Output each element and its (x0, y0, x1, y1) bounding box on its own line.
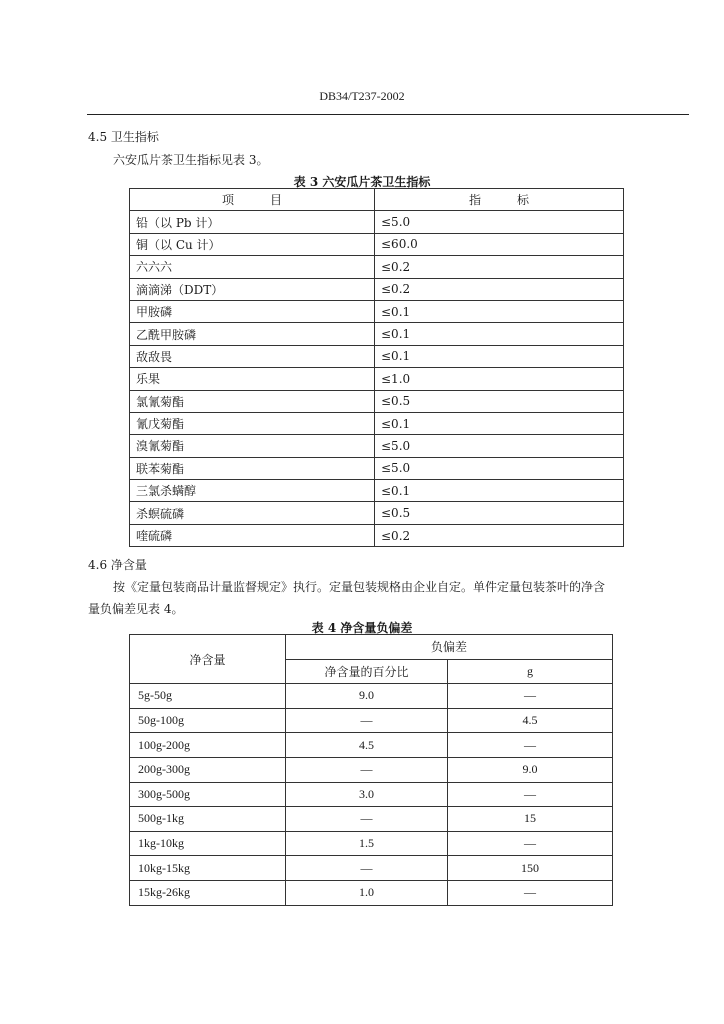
indicator-limit-cell: ≤0.2 (375, 278, 624, 300)
net-content-range-cell: 1kg-10kg (130, 831, 286, 856)
indicator-name-cell: 三氯杀螨醇 (130, 480, 375, 502)
table-row (130, 233, 624, 255)
percent-deviation-cell: — (286, 856, 448, 881)
percent-deviation-cell: 4.5 (286, 733, 448, 758)
indicator-limit-cell: ≤0.1 (375, 480, 624, 502)
gram-deviation-cell: — (448, 684, 613, 709)
indicator-limit-cell: ≤0.2 (375, 256, 624, 278)
indicator-limit-cell: ≤5.0 (375, 435, 624, 457)
table-row (130, 300, 624, 322)
indicator-limit-cell: ≤0.1 (375, 323, 624, 345)
table-row (130, 345, 624, 367)
indicator-name-cell: 铜（以 Cu 计） (130, 233, 375, 255)
table-3-hygiene-indicators (129, 188, 624, 547)
table-row (130, 435, 624, 457)
table-row (130, 502, 624, 524)
net-content-range-cell: 10kg-15kg (130, 856, 286, 881)
table-row (130, 782, 613, 807)
indicator-limit-cell: ≤5.0 (375, 211, 624, 233)
net-content-range-cell: 300g-500g (130, 782, 286, 807)
net-content-range-cell: 50g-100g (130, 708, 286, 733)
gram-deviation-cell: 4.5 (448, 708, 613, 733)
table-row (130, 880, 613, 905)
percent-deviation-cell: 1.5 (286, 831, 448, 856)
table-3-header-row (130, 189, 624, 211)
indicator-limit-cell: ≤60.0 (375, 233, 624, 255)
table-row (130, 211, 624, 233)
indicator-name-cell: 联苯菊酯 (130, 457, 375, 479)
table-4-header-row-1 (130, 635, 613, 660)
table-row (130, 278, 624, 300)
percent-deviation-cell: 1.0 (286, 880, 448, 905)
net-content-range-cell: 500g-1kg (130, 807, 286, 832)
indicator-name-cell: 甲胺磷 (130, 300, 375, 322)
indicator-name-cell: 乙酰甲胺磷 (130, 323, 375, 345)
percent-deviation-cell: — (286, 757, 448, 782)
indicator-limit-cell: ≤0.5 (375, 502, 624, 524)
section-4-6-body-line1: 按《定量包装商品计量监督规定》执行。定量包装规格由企业自定。单件定量包装茶叶的净含 (113, 580, 606, 594)
section-4-6-heading: 4.6 净含量 (88, 558, 147, 572)
table-row (130, 412, 624, 434)
table-row (130, 708, 613, 733)
indicator-name-cell: 滴滴涕（DDT） (130, 278, 375, 300)
percent-deviation-cell: 9.0 (286, 684, 448, 709)
section-4-5-heading: 4.5 卫生指标 (88, 130, 159, 144)
indicator-name-cell: 六六六 (130, 256, 375, 278)
indicator-name-cell: 杀螟硫磷 (130, 502, 375, 524)
gram-deviation-cell: 150 (448, 856, 613, 881)
table-4-header-grams: g (448, 659, 613, 684)
table-row (130, 256, 624, 278)
table-3-header-item: 项目 (130, 189, 375, 211)
indicator-name-cell: 敌敌畏 (130, 345, 375, 367)
table-row (130, 457, 624, 479)
table-3-caption: 表 3 六安瓜片茶卫生指标 (293, 175, 431, 189)
gram-deviation-cell: — (448, 880, 613, 905)
net-content-range-cell: 200g-300g (130, 757, 286, 782)
percent-deviation-cell: 3.0 (286, 782, 448, 807)
indicator-name-cell: 铅（以 Pb 计） (130, 211, 375, 233)
table-3-body (130, 211, 624, 547)
net-content-range-cell: 100g-200g (130, 733, 286, 758)
table-row (130, 524, 624, 546)
table-row (130, 684, 613, 709)
table-4-net-content-tolerance (129, 634, 613, 906)
table-4-header-negative-deviation: 负偏差 (286, 635, 613, 660)
table-row (130, 757, 613, 782)
indicator-name-cell: 氯氰菊酯 (130, 390, 375, 412)
indicator-limit-cell: ≤0.2 (375, 524, 624, 546)
percent-deviation-cell: — (286, 708, 448, 733)
percent-deviation-cell: — (286, 807, 448, 832)
table-row (130, 831, 613, 856)
indicator-limit-cell: ≤0.5 (375, 390, 624, 412)
indicator-limit-cell: ≤5.0 (375, 457, 624, 479)
table-4-caption: 表 4 净含量负偏差 (311, 621, 413, 635)
gram-deviation-cell: 9.0 (448, 757, 613, 782)
net-content-range-cell: 5g-50g (130, 684, 286, 709)
table-row (130, 733, 613, 758)
table-row (130, 323, 624, 345)
header-rule (87, 114, 689, 115)
indicator-name-cell: 乐果 (130, 368, 375, 390)
gram-deviation-cell: 15 (448, 807, 613, 832)
net-content-range-cell: 15kg-26kg (130, 880, 286, 905)
table-row (130, 807, 613, 832)
section-4-6-body-line2: 量负偏差见表 4。 (88, 602, 184, 616)
table-row (130, 856, 613, 881)
indicator-name-cell: 氰戊菊酯 (130, 412, 375, 434)
table-row (130, 390, 624, 412)
indicator-name-cell: 喹硫磷 (130, 524, 375, 546)
table-4-header-net-content: 净含量 (130, 635, 286, 684)
table-4-body (130, 684, 613, 905)
indicator-name-cell: 溴氰菊酯 (130, 435, 375, 457)
gram-deviation-cell: — (448, 782, 613, 807)
indicator-limit-cell: ≤0.1 (375, 412, 624, 434)
gram-deviation-cell: — (448, 733, 613, 758)
indicator-limit-cell: ≤1.0 (375, 368, 624, 390)
table-3-header-value: 指标 (375, 189, 624, 211)
indicator-limit-cell: ≤0.1 (375, 345, 624, 367)
table-4-header-percent: 净含量的百分比 (286, 659, 448, 684)
table-row (130, 368, 624, 390)
document-number: DB34/T237-2002 (319, 89, 405, 103)
gram-deviation-cell: — (448, 831, 613, 856)
table-row (130, 480, 624, 502)
indicator-limit-cell: ≤0.1 (375, 300, 624, 322)
section-4-5-body: 六安瓜片茶卫生指标见表 3。 (113, 153, 269, 167)
